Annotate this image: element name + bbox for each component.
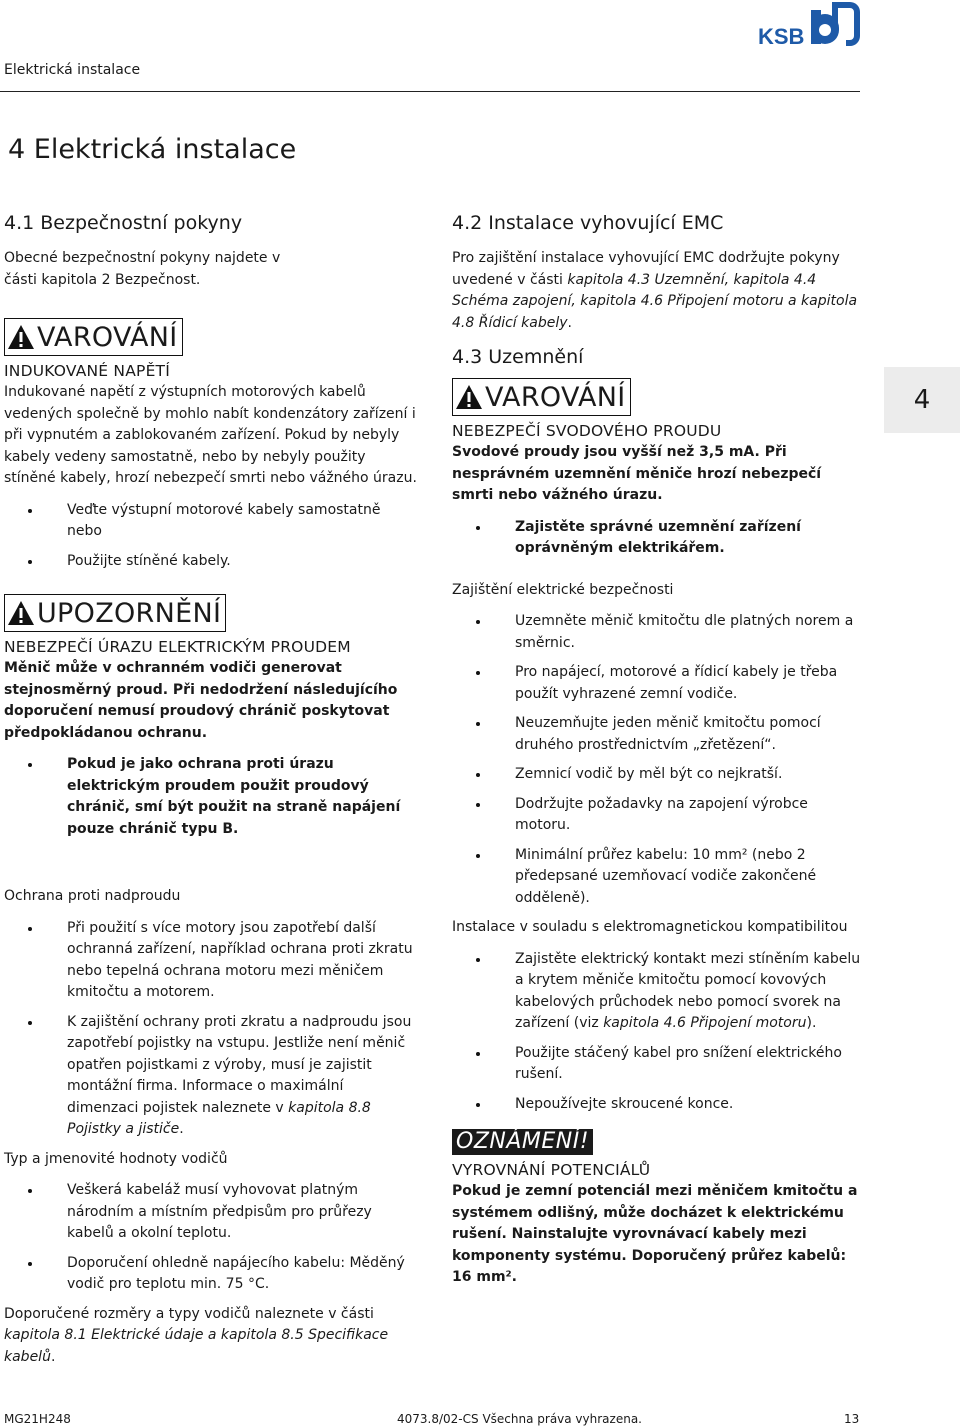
cross-reference-link[interactable]: kapitola 8.8 Pojistky a jističe [67,1099,371,1137]
warning-text: Svodové proudy jsou vyšší než 3,5 mA. Při nesprávném uzemnění měniče hrozí nebezpečí smrti nebo vážného úrazu. [452,444,822,503]
list-item-text: Nepoužívejte skroucené konce. [515,1095,734,1112]
section-4-1-text: Obecné bezpečnostní pokyny najdete v části kapitola 2 Bezpečnost. [4,250,281,288]
ksb-logo [754,0,860,48]
list-item [4,1012,418,1141]
list-item [452,611,862,654]
wires-heading: Typ a jmenovité hodnoty vodičů [4,1150,228,1167]
wires-closing-end: . [50,1348,56,1365]
chapter-tab-marker: 4 [884,367,960,433]
warning-label: VAROVÁNÍ [37,321,178,353]
list-item-text-end: . [179,1121,184,1137]
list-item-text: Uzemněte měnič kmitočtu dle platných norem a směrnic. [515,613,854,651]
ksb-logo-text: KSB [758,24,805,48]
wires-closing [4,1304,418,1369]
list-item-text: Doporučení ohledně napájecího kabelu: Měděný vodič pro teplotu min. 75 °C. [67,1254,405,1292]
notice-text: Pokud je zemní potenciál mezi měničem kmitočtu a systémem odlišný, může docházet k elektrickému rušení. Nainstalujte vyrovnávací kabely mezi komponenty systému. Doporučený průřez kabelů: 16 mm². [452,1183,858,1285]
section-4-2-title: 4.2 Instalace vyhovující EMC [452,212,724,234]
warning-triangle-icon [7,324,35,350]
caution-label-box [4,594,226,632]
list-item-text: Zajistěte elektrický kontakt mezi stíněním kabelu a krytem měniče kmitočtu pomocí kovových kabelových průchodek nebo pomocí svorek na zařízení (viz [515,950,861,1031]
section-4-2-text [452,248,862,334]
list-item-text: Zemnicí vodič by měl být co nejkratší. [515,766,783,782]
list-item-text: Při použití s více motory jsou zapotřebí další ochranná zařízení, například ochrana proti zkratu nebo tepelná ochrana motoru mezi měničem kmitočtu a motorem. [67,919,413,1000]
list-item [452,1043,862,1086]
list-item-text: Neuzemňujte jeden měnič kmitočtu pomocí druhého prostřednictvím „zřetězení“. [515,715,821,753]
list-item-text: Použijte stíněné kabely. [67,552,231,569]
caution-text: Měnič může v ochranném vodiči generovat stejnosměrný proud. Při nedodržení následujícího doporučení nemusí proudový chránič poskytovat předpokládanou ochranu. [4,660,398,741]
list-item [452,845,862,910]
list-item-text: Pokud je jako ochrana proti úrazu elektrickým proudem použit proudový chránič, smí být použit na straně napájení pouze chránič typu B. [67,756,401,837]
list-item [4,1180,418,1245]
list-item [4,551,418,573]
list-item-text: Použijte stáčený kabel pro snížení elektrického rušení. [515,1044,842,1082]
footer-rights: 4073.8/02-CS Všechna práva vyhrazena. [397,1412,642,1426]
list-item [452,764,862,786]
list-item-text: Dodržujte požadavky na zapojení výrobce motoru. [515,795,808,833]
warning-text: Indukované napětí z výstupních motorových kabelů vedených společně by mohlo nabít kondenzátory zařízení i při vypnutém a zablokovaném zařízení. Pokud by nebyly kabely vedeny samostatně, nebo by nebyly použity stíněné kabely, hrozí nebezpečí smrti nebo vážného úrazu. [4,384,417,486]
warning-heading: INDUKOVANÉ NAPĚTÍ [4,362,170,380]
wires-closing-text: Doporučené rozměry a typy vodičů naleznete v části [4,1305,374,1322]
list-item [452,1094,862,1116]
emc-heading: Instalace v souladu s elektromagnetickou kompatibilitou [452,919,848,935]
list-item-text: Veďte výstupní motorové kabely samostatně nebo [67,501,381,539]
list-item [452,949,862,1035]
overcurrent-heading: Ochrana proti nadproudu [4,888,181,904]
section-4-2-body: Pro zajištění instalace vyhovující EMC dodržujte pokyny uvedené v části [452,250,840,288]
caution-heading: NEBEZPEČÍ ÚRAZU ELEKTRICKÝM PROUDEM [4,638,351,656]
left-column [4,212,418,1368]
list-item [452,794,862,837]
list-item-text-end: ). [806,1015,817,1031]
right-column [452,212,862,1289]
warning-label-box [452,378,631,416]
chapter-title: 4 Elektrická instalace [8,134,297,165]
notice-heading: VYROVNÁNÍ POTENCIÁLŮ [452,1161,651,1179]
list-item [4,754,418,840]
list-item [4,1253,418,1296]
section-4-2-end: . [567,314,572,331]
section-4-3-title: 4.3 Uzemnění [452,346,584,368]
running-header: Elektrická instalace [4,62,141,78]
warning-label-box [4,318,183,356]
footer-doc-id: MG21H248 [4,1412,71,1426]
list-item-text: K zajištění ochrany proti zkratu a nadproudu jsou zapotřebí pojistky na vstupu. Jestliže není měnič opatřen pojistkami z výroby, musí je zajistit montážní firma. Informace o maximální dimenzaci pojistek naleznete v [67,1013,412,1116]
list-item [452,662,862,705]
warning-triangle-icon [7,600,35,626]
list-item [4,500,418,543]
caution-label: UPOZORNĚNÍ [37,597,222,629]
list-item-text: Minimální průřez kabelu: 10 mm² (nebo 2 předepsané uzemňovací vodiče zakončené odděleně). [515,846,817,906]
warning-triangle-icon [455,384,483,410]
section-4-1-title: 4.1 Bezpečnostní pokyny [4,212,243,234]
warning-label: VAROVÁNÍ [485,381,626,413]
list-item-text: Zajistěte správné uzemnění zařízení oprávněným elektrikářem. [515,518,801,556]
safety-heading: Zajištění elektrické bezpečnosti [452,581,674,598]
list-item [452,713,862,756]
cross-reference-link[interactable]: kapitola 4.6 Připojení motoru [603,1015,807,1031]
warning-heading: NEBEZPEČÍ SVODOVÉHO PROUDU [452,422,722,440]
list-item-text: Pro napájecí, motorové a řídicí kabely je třeba použít vyhrazené zemní vodiče. [515,664,838,702]
cross-reference-link[interactable]: kapitola 8.1 Elektrické údaje a kapitola 8.5 Specifikace kabelů [4,1327,389,1365]
list-item-text: Veškerá kabeláž musí vyhovovat platným národním a místním předpisům pro průřezy kabelů a okolní teplotu. [67,1182,372,1241]
list-item [4,918,418,1004]
header-divider [0,91,860,92]
list-item [452,517,862,560]
notice-label: OZNÁMENÍ! [452,1129,593,1155]
page-number: 13 [844,1412,860,1426]
cross-reference-link[interactable]: kapitola 4.3 Uzemnění, kapitola 4.4 Schéma zapojení, kapitola 4.6 Připojení motoru a kapitola 4.8 Řídicí kabely [452,271,858,331]
